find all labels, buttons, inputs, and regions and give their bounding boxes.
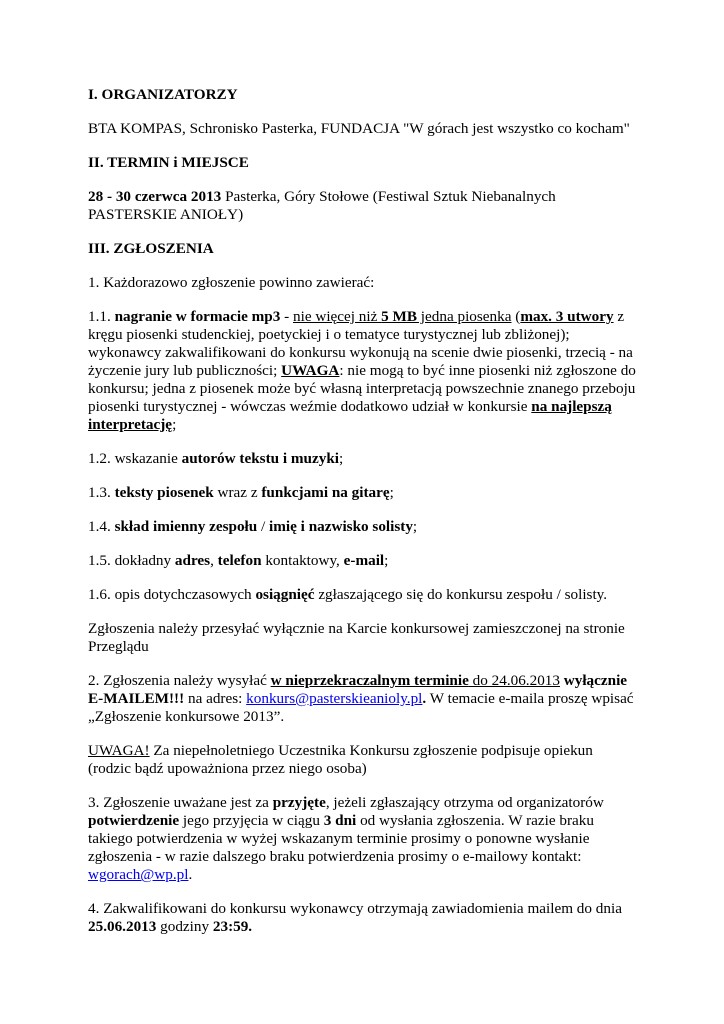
applications-intro: 1. Każdorazowo zgłoszenie powinno zawierać: <box>88 274 375 291</box>
date-place-text: 28 - 30 czerwca 2013 Pasterka, Góry Stołowe (Festiwal Sztuk Niebanalnych PASTERSKIE ANIOŁY) <box>88 188 556 223</box>
submission-deadline-paragraph: 2. Zgłoszenia należy wysyłać w nieprzekraczalnym terminie do 24.06.2013 wyłącznie E-MAILEM!!! na adres: konkurs@pasterskieanioly.pl. W temacie e-maila proszę wpisać „Zgłoszenie konkursowe 2013”. <box>88 672 634 725</box>
section-heading-organizers: I. ORGANIZATORZY <box>88 86 238 103</box>
section-heading-date-place: II. TERMIN i MIEJSCE <box>88 154 249 171</box>
section-heading-applications: III. ZGŁOSZENIA <box>88 240 214 257</box>
confirmation-paragraph: 3. Zgłoszenie uważane jest za przyjęte, jeżeli zgłaszający otrzyma od organizatorów potwierdzenie jego przyjęcia w ciągu 3 dni od wysłania zgłoszenia. W razie braku takiego potwierdzenia w wyżej wskazanym terminie prosimy o ponowne wysłanie zgłoszenia - w razie dalszego braku potwierdzenia prosimy o e-mailowy kontakt: wgorach@wp.pl. <box>88 794 604 883</box>
organizers-text: BTA KOMPAS, Schronisko Pasterka, FUNDACJA "W górach jest wszystko co kocham" <box>88 120 630 137</box>
form-instruction: Zgłoszenia należy przesyłać wyłącznie na Karcie konkursowej zamieszczonej na stronie Przeglądu <box>88 620 625 655</box>
qualification-notice-paragraph: 4. Zakwalifikowani do konkursu wykonawcy otrzymają zawiadomienia mailem do dnia 25.06.2013 godziny 23:59. <box>88 900 622 935</box>
contact-email-link[interactable]: wgorach@wp.pl <box>88 866 189 883</box>
requirement-item-1-3: 1.3. teksty piosenek wraz z funkcjami na gitarę; <box>88 484 394 501</box>
requirement-item-1-1: 1.1. nagranie w formacie mp3 - nie więcej niż 5 MB jedna piosenka (max. 3 utwory z kręgu piosenki studenckiej, poetyckiej i o tematyce turystycznej lub zbliżonej); wykonawcy zakwalifikowani do konkursu wykonują na scenie dwie piosenki, trzecią - na życzenie jury lub publiczności; UWAGA: nie mogą to być inne piosenki niż zgłoszone do konkursu; jedna z piosenek może być własną interpretacją powszechnie znanego przeboju piosenki turystycznej - wówczas weźmie dodatkowo udział w konkursie na najlepszą interpretację; <box>88 308 636 433</box>
requirement-item-1-4: 1.4. skład imienny zespołu / imię i nazwisko solisty; <box>88 518 418 535</box>
event-dates: 28 - 30 czerwca 2013 <box>88 188 222 205</box>
contest-email-link[interactable]: konkurs@pasterskieanioly.pl <box>246 690 423 707</box>
requirement-item-1-2: 1.2. wskazanie autorów tekstu i muzyki; <box>88 450 344 467</box>
minor-participant-note: UWAGA! Za niepełnoletniego Uczestnika Konkursu zgłoszenie podpisuje opiekun (rodzic bądź upoważniona przez niego osoba) <box>88 742 593 777</box>
requirement-item-1-6: 1.6. opis dotychczasowych osiągnięć zgłaszającego się do konkursu zespołu / solisty. <box>88 586 608 603</box>
warning-label: UWAGA! <box>88 742 150 759</box>
requirement-item-1-5: 1.5. dokładny adres, telefon kontaktowy, e-mail; <box>88 552 389 569</box>
